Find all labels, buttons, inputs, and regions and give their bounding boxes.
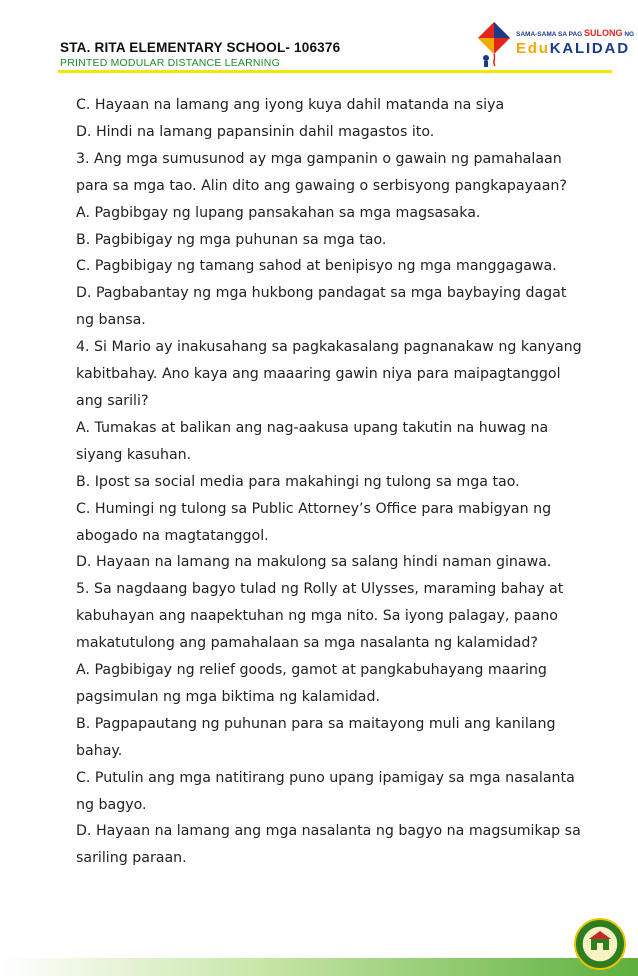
- text-line: 3. Ang mga sumusunod ay mga gampanin o gawain ng pamahalaan: [76, 150, 562, 167]
- text-line: 5. Sa nagdaang bagyo tulad ng Rolly at Ulysses, maraming bahay at: [76, 581, 564, 598]
- text-line: A. Tumakas at balikan ang nag-aakusa upang takutin na huwag na: [76, 419, 549, 436]
- logo-kalidad-text: KALIDAD: [549, 40, 630, 57]
- text-line: D. Hindi na lamang papansinin dahil magastos ito.: [76, 123, 435, 140]
- footer-green-bar: [0, 958, 638, 976]
- text-line: 4. Si Mario ay inakusahang sa pagkakasalang pagnanakaw ng kanyang: [76, 339, 582, 356]
- text-line: A. Pagbibigay ng relief goods, gamot at pangkabuhayang maaring: [76, 662, 547, 679]
- text-line: bahay.: [76, 742, 123, 759]
- header-divider: [58, 70, 612, 73]
- text-line: A. Pagbibgay ng lupang pansakahan sa mga magsasaka.: [76, 204, 481, 221]
- text-line: ng bansa.: [76, 312, 146, 329]
- page-header: [0, 0, 638, 80]
- sulong-edukalidad-logo: [470, 20, 635, 68]
- logo-edu-text: Edu: [516, 40, 550, 57]
- logo-tagline-text: SAMA-SAMA SA PAG: [516, 31, 585, 38]
- logo-edukalidad: [516, 40, 630, 57]
- text-line: kabitbahay. Ano kaya ang maaaring gawin niya para maipagtanggol: [76, 366, 561, 383]
- text-line: kabuhayan ang naapektuhan ng mga nito. Sa iyong palagay, paano: [76, 608, 558, 625]
- text-line: ang sarili?: [76, 392, 149, 409]
- text-line: C. Pagbibigay ng tamang sahod at benipisyo ng mga manggagawa.: [76, 258, 557, 275]
- module-subtitle: PRINTED MODULAR DISTANCE LEARNING: [60, 57, 280, 69]
- school-name: STA. RITA ELEMENTARY SCHOOL- 106376: [60, 40, 341, 55]
- text-line: C. Hayaan na lamang ang iyong kuya dahil matanda na siya: [76, 97, 505, 113]
- logo-sulong-text: SULONG: [584, 28, 623, 38]
- text-line: ng bagyo.: [76, 796, 147, 813]
- text-line: pagsimulan ng mga biktima ng kalamidad.: [76, 688, 380, 705]
- school-seal-icon: [574, 918, 626, 970]
- text-line: makatutulong ang pamahalaan sa mga nasalanta ng kalamidad?: [76, 635, 538, 652]
- module-text: [76, 92, 606, 872]
- text-line: D. Hayaan na lamang ang mga nasalanta ng bagyo na magsumikap sa: [76, 823, 581, 840]
- text-line: B. Ipost sa social media para makahingi ng tulong sa mga tao.: [76, 473, 520, 490]
- text-line: siyang kasuhan.: [76, 446, 192, 463]
- kite-icon: [474, 20, 514, 68]
- logo-ng-text: NG: [622, 31, 635, 38]
- text-line: B. Pagpapautang ng puhunan para sa maitayong muli ang kanilang: [76, 715, 556, 732]
- text-line: C. Humingi ng tulong sa Public Attorney’s Office para mabigyan ng: [76, 500, 552, 517]
- text-line: C. Putulin ang mga natitirang puno upang ipamigay sa mga nasalanta: [76, 769, 575, 786]
- text-line: B. Pagbibigay ng mga puhunan sa mga tao.: [76, 231, 387, 248]
- text-line: abogado na magtatanggol.: [76, 527, 269, 544]
- text-line: sariling paraan.: [76, 850, 187, 867]
- logo-tagline: [516, 28, 634, 38]
- text-line: D. Pagbabantay ng mga hukbong pandagat sa mga baybaying dagat: [76, 285, 567, 302]
- text-line: para sa mga tao. Alin dito ang gawaing o serbisyong pangkapayaan?: [76, 177, 567, 194]
- text-line: D. Hayaan na lamang na makulong sa salang hindi naman ginawa.: [76, 554, 552, 571]
